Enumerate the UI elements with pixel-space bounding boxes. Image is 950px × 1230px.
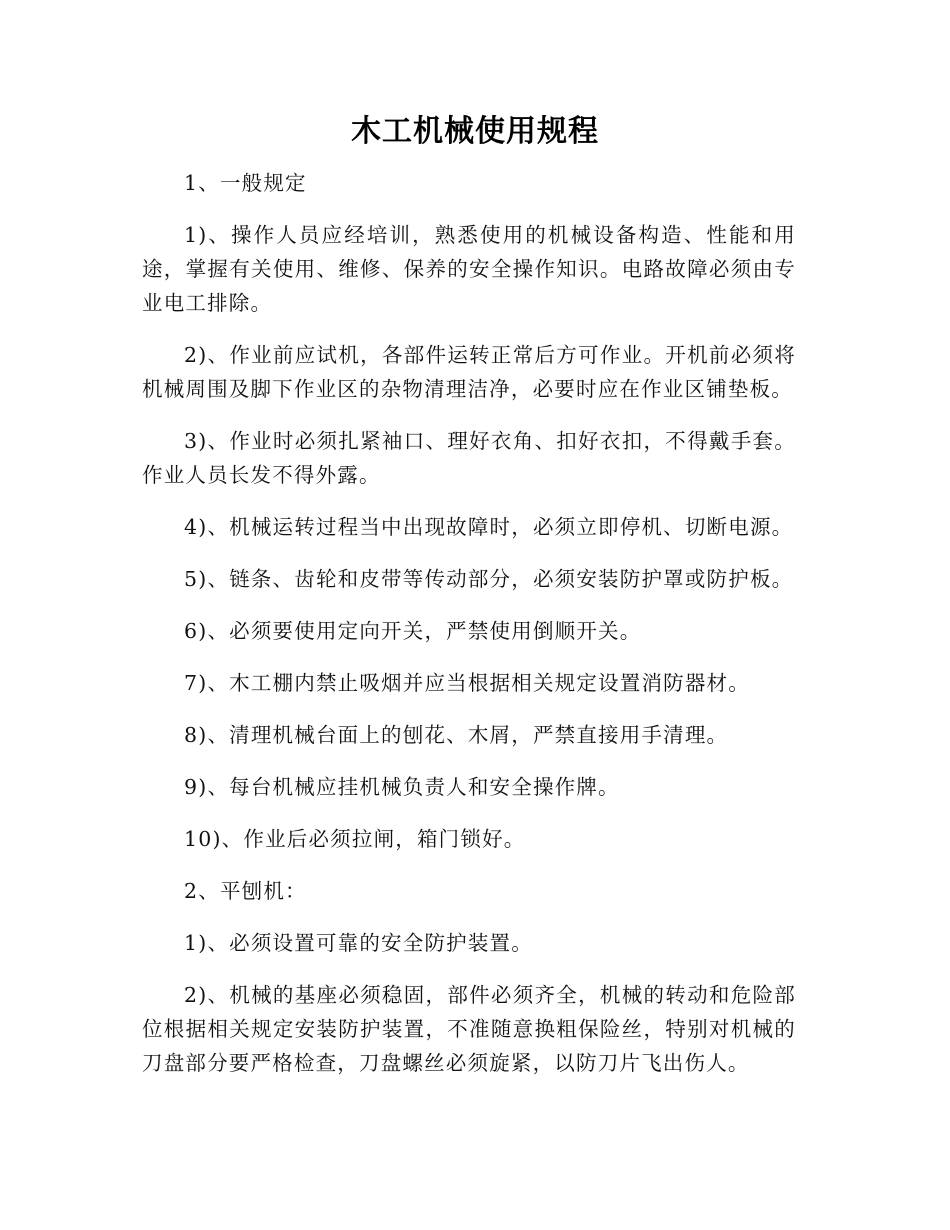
paragraph: 2)、机械的基座必须稳固，部件必须齐全，机械的转动和危险部位根据相关规定安装防护装置，不准随意换粗保险丝，特别对机械的刀盘部分要严格检查，刀盘螺丝必须旋紧，以防刀片飞出伤人。 xyxy=(142,983,796,1075)
paragraph: 1)、操作人员应经培训，熟悉使用的机械设备构造、性能和用途，掌握有关使用、维修、保养的安全操作知识。电路故障必须由专业电工排除。 xyxy=(142,223,796,315)
section-heading-planer: 2、平刨机： xyxy=(184,879,307,903)
paragraph: 1)、必须设置可靠的安全防护装置。 xyxy=(184,931,533,955)
paragraph: 9)、每台机械应挂机械负责人和安全操作牌。 xyxy=(184,775,620,799)
paragraph: 6)、必须要使用定向开关，严禁使用倒顺开关。 xyxy=(184,619,642,643)
paragraph: 8)、清理机械台面上的刨花、木屑，严禁直接用手清理。 xyxy=(184,723,729,747)
document-title: 木工机械使用规程 xyxy=(351,114,599,149)
document-body xyxy=(142,166,796,1098)
paragraph: 4)、机械运转过程当中出现故障时，必须立即停机、切断电源。 xyxy=(184,515,794,539)
paragraph: 10)、作业后必须拉闸，箱门锁好。 xyxy=(184,827,526,851)
paragraph: 3)、作业时必须扎紧袖口、理好衣角、扣好衣扣，不得戴手套。作业人员长发不得外露。 xyxy=(142,429,796,487)
paragraph: 5)、链条、齿轮和皮带等传动部分，必须安装防护罩或防护板。 xyxy=(184,567,794,591)
paragraph: 2)、作业前应试机，各部件运转正常后方可作业。开机前必须将机械周围及脚下作业区的杂物清理洁净，必要时应在作业区铺垫板。 xyxy=(142,343,796,401)
section-heading-general: 1、一般规定 xyxy=(184,171,307,195)
paragraph: 7)、木工棚内禁止吸烟并应当根据相关规定设置消防器材。 xyxy=(184,671,750,695)
